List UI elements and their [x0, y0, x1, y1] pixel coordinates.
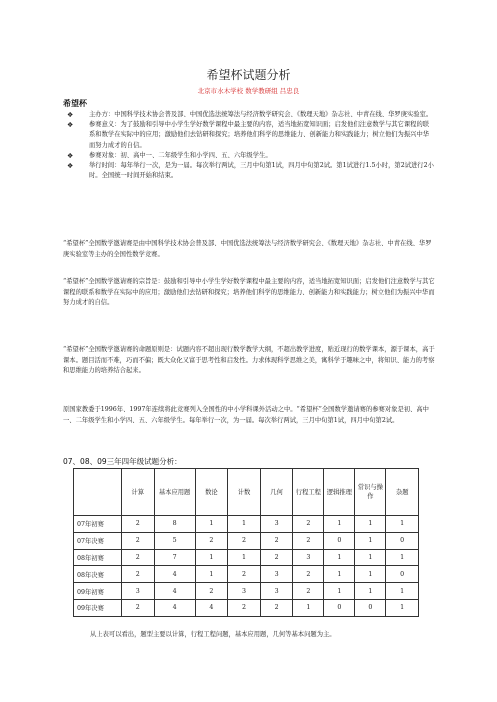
table-cell: 1 [355, 532, 386, 549]
paragraph-history: 原国家教委于1996年、1997年连续将此竞赛列入全国性的中小学科课外活动之中。“希望杯”全国数学邀请赛的参赛对象是初、高中一、二年级学生和小学四、五、六年级学生。每年举行一次，为一届。每次举行两试，三月中旬第1试，四月中旬第2试。 [63, 406, 429, 424]
table-cell: 4 [195, 599, 228, 616]
row-label: 08年初赛 [74, 549, 122, 566]
table-cell: 1 [386, 516, 419, 533]
table-cell: 8 [154, 516, 195, 533]
table-cell: 2 [122, 532, 155, 549]
table-cell: 4 [154, 566, 195, 583]
bullet-list [63, 110, 435, 181]
table-cell: 2 [122, 599, 155, 616]
table-cell: 1 [386, 549, 419, 566]
table-cell: 2 [293, 516, 324, 533]
table-header-cell: 基本应用题 [154, 469, 195, 516]
table-cell: 1 [324, 516, 355, 533]
bullet-item [63, 120, 435, 151]
row-label: 07年初赛 [74, 516, 122, 533]
section-heading: 希望杯 [63, 98, 87, 108]
table-cell: 2 [195, 583, 228, 600]
diamond-bullet-icon: ❖ [67, 111, 74, 119]
table-cell: 1 [324, 549, 355, 566]
table-cell: 1 [228, 549, 261, 566]
table-header-cell: 逻辑推理 [324, 469, 355, 516]
table-header-cell: 几何 [260, 469, 293, 516]
table-cell: 1 [228, 516, 261, 533]
bullet-item [63, 161, 435, 181]
table-cell: 2 [293, 566, 324, 583]
table-cell: 2 [260, 532, 293, 549]
table-cell: 7 [154, 549, 195, 566]
bullet-text: 举行时间：每年举行一次，是为一届。每次举行两试，三月中旬第1试，四月中旬第2试。第1试进行1.5小时，第2试进行2小时。全国统一时间开始和结束。 [89, 162, 434, 180]
table-cell: 1 [386, 599, 419, 616]
row-label: 09年初赛 [74, 583, 122, 600]
table-cell: 1 [195, 549, 228, 566]
table-cell: 3 [260, 583, 293, 600]
table-cell: 4 [154, 583, 195, 600]
row-label: 09年决赛 [74, 599, 122, 616]
row-label: 08年决赛 [74, 566, 122, 583]
table-summary-text: 从上表可以看出，题型主要以计算，行程工程问题，基本应用题，几何等基本问题为主。 [90, 631, 336, 638]
table-row [74, 566, 419, 583]
table-cell: 3 [228, 583, 261, 600]
table-cell: 2 [260, 599, 293, 616]
paragraph-principles: “希望杯”全国数学邀请赛的命题原则是：试题内容不超出现行数学教学大纲，不超出教学进度，贴近现行的数学课本，源于课本，高于课本。题目活而不难，巧而不偏；既大众化又富于思考性和启发性。力求体现科学思维之美，寓科学于趣味之中，将知识、能力的考察和思维能力的培养结合起来。 [63, 346, 435, 374]
table-cell: 0 [355, 599, 386, 616]
table-cell: 3 [260, 566, 293, 583]
table-row [74, 516, 419, 533]
paragraph-purpose: “希望杯”全国数学邀请赛的宗旨是：鼓励和引导中小学生学好数学课程中最主要的内容，适当地拓宽知识面；启发他们注意数学与其它课程的联系和数学在实际中的应用；激励他们去钻研和探究；培养他们科学的思维能力、创新能力和实践能力；树立他们为振兴中华而努力成才的自信。 [63, 278, 435, 306]
table-cell: 1 [195, 516, 228, 533]
paragraph-organizers: “希望杯”全国数学邀请赛是由中国科学技术协会普及部、中国优选法统筹法与经济数学研究会、《数理天地》杂志社、中青在线、华罗庚实验室等主办的全国性数学竞赛。 [63, 240, 432, 258]
table-cell: 1 [195, 566, 228, 583]
exam-analysis-table [73, 468, 419, 617]
diamond-bullet-icon: ❖ [67, 151, 74, 160]
table-cell: 1 [355, 516, 386, 533]
page-title: 希望杯试题分析 [206, 68, 291, 82]
table-header-cell: 计数 [228, 469, 261, 516]
table-cell: 1 [355, 566, 386, 583]
author-line: 北京市水木学校 数学教研组 吕忠良 [197, 87, 300, 95]
bullet-item [63, 110, 435, 120]
table-cell: 2 [293, 583, 324, 600]
table-cell: 3 [260, 516, 293, 533]
table-cell: 0 [324, 532, 355, 549]
table-cell: 2 [228, 532, 261, 549]
table-row [74, 583, 419, 600]
table-cell: 0 [324, 599, 355, 616]
bullet-text: 主办方：中国科学技术协会普及部、中国优选法统筹法与经济数学研究会、《数理天地》杂志社、中青在线、华罗庚实验室。 [89, 111, 433, 118]
table-header-cell [74, 469, 122, 516]
table-cell: 2 [260, 549, 293, 566]
table-caption: 07、08、09三年四年级试题分析： [63, 457, 182, 466]
diamond-bullet-icon: ❖ [67, 121, 74, 130]
table-cell: 2 [293, 532, 324, 549]
bullet-text: 参赛意义：为了鼓励和引导中小学生学好数学课程中最主要的内容，适当地拓宽知识面；启发他们注意数学与其它课程的联系和数学在实际中的应用；激励他们去钻研和探究；培养他们科学的思维能力、创新能力和实践能力；树立他们为振兴中华而努力成才的自信。 [89, 121, 430, 149]
table-header-cell: 计算 [122, 469, 155, 516]
table-cell: 5 [154, 532, 195, 549]
table-cell: 0 [386, 532, 419, 549]
table-header-cell: 常识与操作 [355, 469, 386, 516]
table-cell: 1 [324, 566, 355, 583]
table-row [74, 549, 419, 566]
table-header-cell: 数论 [195, 469, 228, 516]
table-cell: 1 [324, 583, 355, 600]
table-cell: 3 [293, 549, 324, 566]
table-cell: 2 [122, 549, 155, 566]
table-cell: 1 [386, 583, 419, 600]
table-cell: 3 [122, 583, 155, 600]
table-cell: 2 [228, 566, 261, 583]
table-cell: 1 [355, 549, 386, 566]
diamond-bullet-icon: ❖ [67, 162, 74, 171]
table-cell: 2 [122, 566, 155, 583]
table-cell: 1 [293, 599, 324, 616]
bullet-text: 参赛对象：初、高中一、二年级学生和小学四、五、六年级学生。 [89, 151, 272, 159]
table-cell: 2 [228, 599, 261, 616]
table-cell: 2 [195, 532, 228, 549]
table-row [74, 532, 419, 549]
table-header-row [74, 469, 419, 516]
table-cell: 0 [386, 566, 419, 583]
row-label: 07年决赛 [74, 532, 122, 549]
table-row [74, 599, 419, 616]
table-header-cell: 杂题 [386, 469, 419, 516]
bullet-item [63, 151, 435, 161]
table-cell: 2 [122, 516, 155, 533]
table-cell: 4 [154, 599, 195, 616]
table-cell: 1 [355, 583, 386, 600]
table-header-cell: 行程工程 [293, 469, 324, 516]
